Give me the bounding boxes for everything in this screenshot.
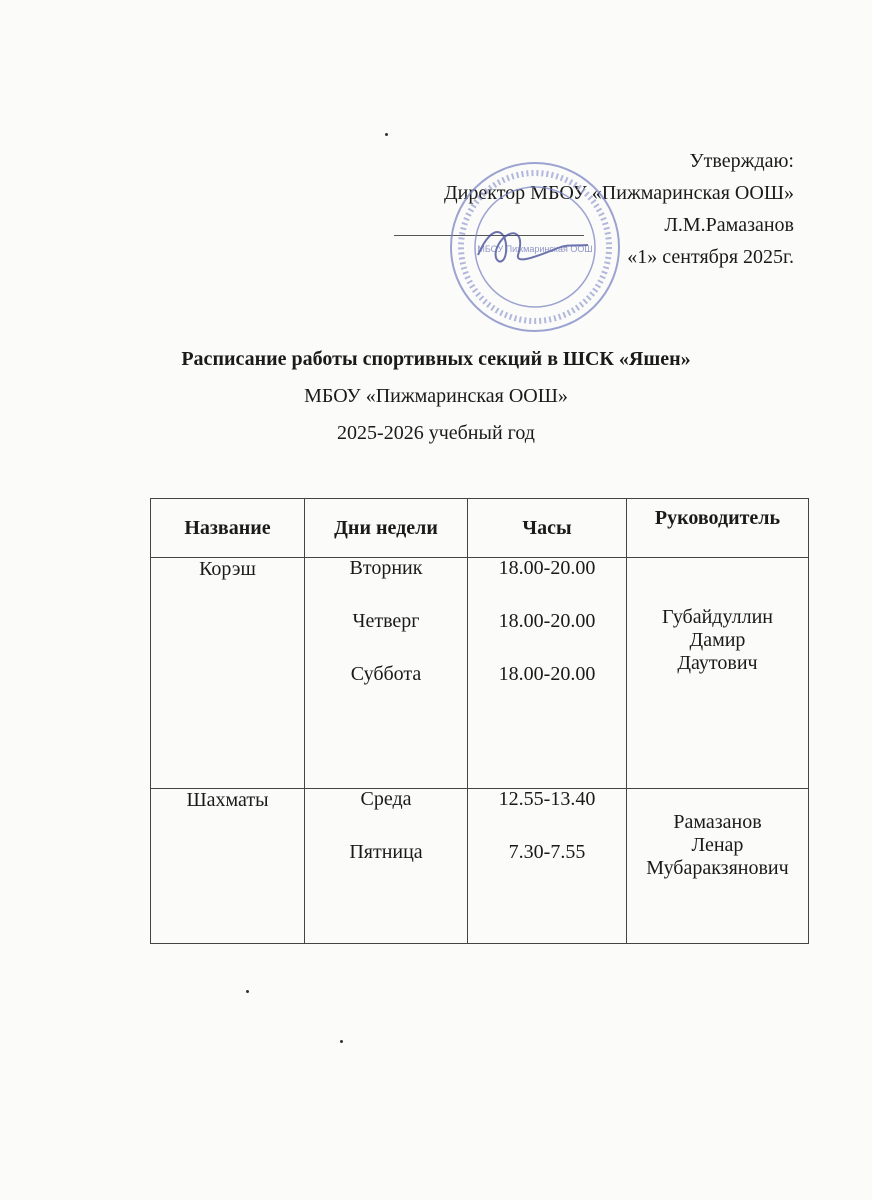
table-header-row [151,499,809,558]
signer-name: Л.М.Рамазанов [664,214,794,236]
official-stamp [448,160,623,335]
days-cell [305,558,468,789]
header-hours: Часы [468,499,627,558]
leader-firstname: Ленар [691,834,744,856]
schedule-table [150,498,809,944]
header-leader: Руководитель [627,499,809,558]
table-row [151,789,809,944]
school-year: 2025-2026 учебный год [337,422,535,444]
hours: 7.30-7.55 [508,841,586,863]
leader-cell [627,558,809,789]
school-name: МБОУ «Пижмаринская ООШ» [304,385,568,407]
table-row [151,558,809,789]
leader-patronymic: Мубаракзянович [646,857,789,879]
header-name: Название [151,499,305,558]
approval-heading: Утверждаю: [689,150,794,172]
leader-surname: Губайдуллин [662,606,773,628]
approval-position: Директор МБОУ «Пижмаринская ООШ» [444,182,794,204]
section-name [151,789,305,944]
section-name-text: Шахматы [186,789,269,811]
hours: 18.00-20.00 [498,610,596,632]
day: Пятница [349,841,423,863]
leader-cell [627,789,809,944]
scan-speck [340,1040,343,1043]
day: Четверг [352,610,420,632]
day: Суббота [350,663,422,685]
section-name [151,558,305,789]
scan-speck [385,133,388,136]
scan-speck [246,990,249,993]
hours-cell [468,789,627,944]
approval-date: «1» сентября 2025г. [627,246,794,268]
day: Вторник [349,557,423,579]
hours-cell [468,558,627,789]
hours: 18.00-20.00 [498,557,596,579]
leader-patronymic: Даутович [677,652,758,674]
day: Среда [360,788,412,810]
header-days: Дни недели [305,499,468,558]
document-titles [0,348,872,445]
hours: 18.00-20.00 [498,663,596,685]
hours: 12.55-13.40 [498,788,596,810]
leader-surname: Рамазанов [673,811,762,833]
section-name-text: Корэш [199,558,256,580]
days-cell [305,789,468,944]
leader-firstname: Дамир [689,629,746,651]
document-title: Расписание работы спортивных секций в ШСК «Яшен» [181,348,691,370]
stamp-text: МБОУ Пижмаринская ООШ [477,244,593,254]
